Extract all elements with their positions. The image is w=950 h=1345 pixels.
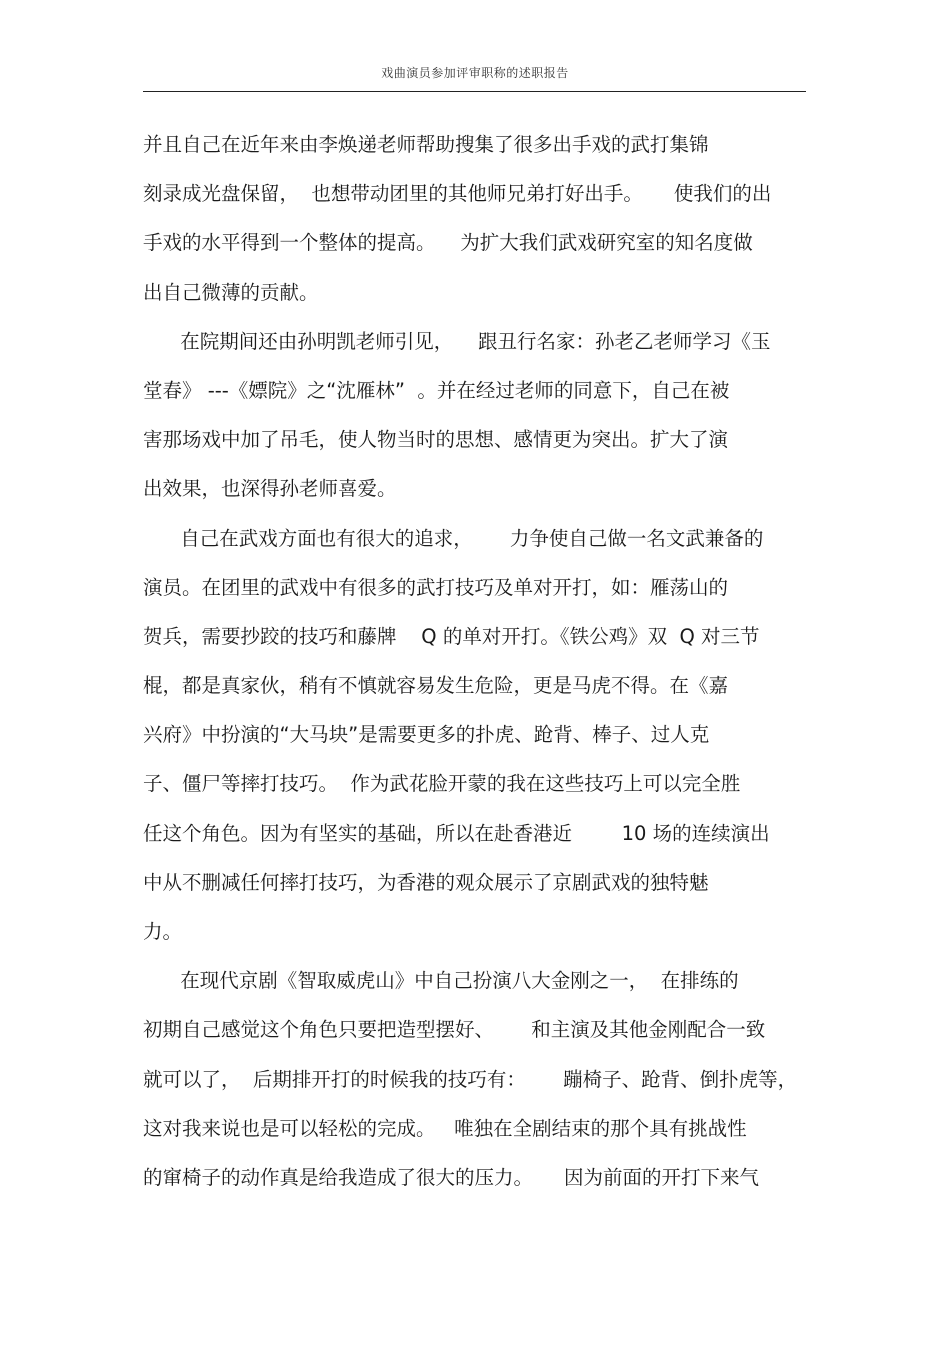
text-line: 中从不删减任何摔打技巧，为香港的观众展示了京剧武戏的独特魅 — [143, 870, 709, 894]
paragraph-start-line: 在现代京剧《智取威虎山》中自己扮演八大金刚之一， 在排练的 — [143, 969, 739, 993]
text-line: 棍，都是真家伙，稍有不慎就容易发生危险，更是马虎不得。在《嘉 — [143, 674, 729, 698]
paragraph-start-line: 自己在武戏方面也有很大的追求， 力争使自己做一名文武兼备的 — [143, 526, 764, 550]
text-line: 手戏的水平得到一个整体的提高。 为扩大我们武戏研究室的知名度做 — [143, 231, 753, 255]
text-line: 害那场戏中加了吊毛，使人物当时的思想、感情更为突出。扩大了演 — [143, 428, 729, 452]
text-line: 初期自己感觉这个角色只要把造型摆好、 和主演及其他金刚配合一致 — [143, 1018, 766, 1042]
page-header: 戏曲演员参加评审职称的述职报告 — [381, 66, 569, 80]
text-line: 这对我来说也是可以轻松的完成。 唯独在全剧结束的那个具有挑战性 — [143, 1116, 747, 1140]
text-line: 刻录成光盘保留， 也想带动团里的其他师兄弟打好出手。 使我们的出 — [143, 182, 772, 206]
text-line: 堂春》 ---《嫖院》之“沈雁林” 。并在经过老师的同意下，自己在被 — [143, 378, 730, 402]
text-line: 演员。在团里的武戏中有很多的武打技巧及单对开打，如：雁荡山的 — [143, 575, 729, 599]
paragraph-start-line: 在院期间还由孙明凯老师引见， 跟丑行名家：孙老乙老师学习《玉 — [143, 329, 771, 353]
text-line: 出自己微薄的贡献。 — [143, 280, 319, 304]
text-line: 就可以了， 后期排开打的时候我的技巧有： 蹦椅子、跄背、倒扑虎等， — [143, 1067, 798, 1091]
text-line: 任这个角色。因为有坚实的基础，所以在赴香港近 10 场的连续演出 — [143, 821, 770, 845]
text-line: 并且自己在近年来由李焕递老师帮助搜集了很多出手戏的武打集锦 — [143, 133, 709, 156]
text-line: 子、僵尸等摔打技巧。 作为武花脸开蒙的我在这些技巧上可以完全胜 — [143, 772, 741, 796]
text-line: 力。 — [143, 920, 183, 943]
text-line: 兴府》中扮演的“大马块”是需要更多的扑虎、跄背、棒子、过人克 — [143, 723, 710, 747]
report-body — [143, 120, 813, 1202]
text-line: 出效果，也深得孙老师喜爱。 — [143, 477, 397, 501]
text-line: 贺兵，需要抄跤的技巧和藤牌 Q 的单对开打。《铁公鸡》双 Q 对三节 — [143, 624, 760, 648]
text-line: 的窜椅子的动作真是给我造成了很大的压力。 因为前面的开打下来气 — [143, 1165, 759, 1189]
header-divider — [143, 91, 806, 92]
